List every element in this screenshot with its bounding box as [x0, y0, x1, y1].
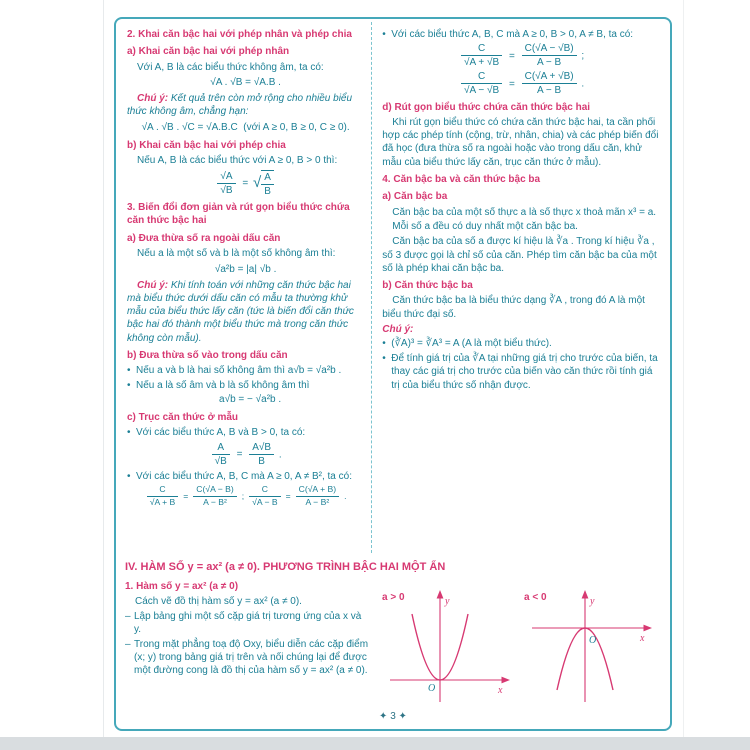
denominator: B	[258, 455, 265, 467]
section-2a-heading: a) Khai căn bậc hai với phép nhân	[127, 46, 290, 58]
fraction	[217, 171, 235, 196]
x-axis-arrow-icon	[502, 676, 511, 683]
dash-item-plot-points	[125, 638, 371, 678]
numerator: C(√A − √B)	[522, 43, 577, 56]
section-4-heading: 4. Căn bậc ba và căn thức bậc ba	[382, 174, 541, 186]
left-column	[121, 22, 371, 553]
paragraph-sqrt-quotient-intro: Nếu A, B là các biểu thức với A ≥ 0, B > 0 thì:	[137, 154, 338, 166]
fraction	[296, 485, 339, 507]
section-iv-title: IV. HÀM SỐ y = ax² (a ≠ 0). PHƯƠNG TRÌNH BẬC HAI MỘT ẨN	[125, 561, 446, 574]
numerator: C(√A + √B)	[522, 71, 577, 84]
paragraph-sqrt-product-intro: Với A, B là các biểu thức không âm, ta có:	[137, 61, 324, 73]
radical-sign: √	[252, 174, 262, 192]
fraction	[461, 43, 502, 68]
page-number-marker: ✦ 3 ✦	[379, 710, 407, 722]
graph-condition-label: a < 0	[524, 591, 547, 603]
bullet-text: (∛A)³ = ∛A³ = A (A là một biểu thức).	[391, 338, 552, 350]
fraction	[249, 485, 281, 507]
section-iv-text	[125, 578, 377, 710]
bullet-icon: •	[382, 353, 386, 365]
denominator: A − B²	[305, 497, 330, 508]
bullet-icon: •	[127, 380, 131, 392]
x-axis-label: x	[640, 632, 645, 644]
scan-edge-left	[103, 0, 104, 737]
scan-edge-bottom	[0, 737, 750, 750]
denominator: A − B²	[203, 497, 227, 508]
fraction	[461, 71, 502, 96]
numerator: C	[249, 485, 281, 497]
denominator: √A + √B	[464, 57, 500, 69]
parabola-graphs	[377, 578, 661, 710]
bullet-item-rationalize-2	[127, 470, 364, 483]
period: .	[278, 449, 282, 461]
origin-label: O	[428, 682, 436, 694]
numerator: C	[147, 485, 179, 497]
dash-text: Lập bảng ghi một số cặp giá trị tương ứng của x và y.	[134, 610, 362, 636]
numerator: √A	[217, 171, 235, 184]
bullet-text-line: Nếu a là số âm và b là số không âm thì	[136, 380, 310, 392]
y-axis-arrow-icon	[582, 590, 589, 599]
equals-sign: =	[242, 178, 249, 189]
formula-factor-out: √a²b = |a| √b .	[214, 263, 277, 275]
section-2d-heading: d) Rút gọn biểu thức chứa căn thức bậc hai	[382, 101, 591, 113]
graph-condition-label: a > 0	[382, 591, 405, 603]
bullet-icon: •	[382, 28, 386, 40]
fraction-under-radical	[261, 170, 274, 197]
paragraph-cube-root-notation: Căn bậc ba của số a được kí hiệu là ∛a . Trong kí hiệu ∛a , số 3 được gọi là chỉ số của căn. Phép tìm căn bậc ba của một số là phép khai căn bậc ba.	[382, 236, 657, 274]
semicolon: ;	[241, 490, 245, 501]
note-label: Chú ý:	[382, 323, 414, 335]
numerator: C(√A + B)	[296, 485, 339, 497]
origin-label: O	[589, 634, 597, 646]
bullet-text: Với các biểu thức A, B và B > 0, ta có:	[136, 427, 306, 438]
numerator: A	[212, 442, 230, 455]
bullet-item-rationalize-3	[382, 28, 661, 41]
formula-rationalize-diff-roots	[382, 71, 661, 96]
denominator: B	[264, 185, 271, 197]
equals-sign: =	[183, 490, 189, 501]
formula-rationalize-simple	[127, 442, 364, 467]
bullet-icon: •	[127, 470, 131, 482]
dash-icon: –	[125, 610, 131, 622]
bullet-text: Nếu a và b là hai số không âm thì a√b = √a²b .	[136, 365, 342, 377]
numerator: C	[461, 71, 502, 84]
bullet-icon: •	[127, 365, 131, 377]
section-iv	[121, 553, 665, 710]
equals-sign: =	[508, 78, 515, 90]
dash-item-table-values	[125, 610, 371, 637]
equals-sign: =	[285, 490, 291, 501]
paragraph-cube-root-expression: Căn thức bậc ba là biểu thức dạng ∛A , trong đó A là một biểu thức đại số.	[382, 295, 645, 320]
numerator: A√B	[249, 442, 274, 455]
section-3b-heading: b) Đưa thừa số vào trong dấu căn	[127, 350, 288, 362]
formula-sqrt-product: √A . √B = √A.B .	[210, 77, 281, 89]
paragraph-factor-out-intro: Nếu a là một số và b là một số không âm thì:	[137, 247, 336, 259]
section-3-heading: 3. Biến đổi đơn giản và rút gọn biểu thức chứa căn thức bậc hai	[127, 202, 350, 227]
note-2	[127, 279, 364, 345]
denominator: A − B	[537, 85, 562, 97]
section-iv-1-heading: 1. Hàm số y = ax² (a ≠ 0)	[125, 580, 239, 592]
paragraph-graphing-intro: Cách vẽ đồ thị hàm số y = ax² (a ≠ 0).	[135, 596, 302, 607]
fraction	[147, 485, 179, 507]
formula-sqrt-triple-product	[127, 121, 364, 134]
section-4b-heading: b) Căn thức bậc ba	[382, 280, 473, 292]
bullet-text	[136, 379, 364, 407]
formula-condition: (với A ≥ 0, B ≥ 0, C ≥ 0).	[243, 122, 350, 134]
bullet-item-factor-in-1	[127, 364, 364, 377]
bullet-item-rationalize-1	[127, 426, 364, 439]
y-axis-label: y	[445, 595, 450, 607]
numerator: C(√A − B)	[193, 485, 236, 497]
bullet-formula: a√b = − √a²b .	[219, 394, 282, 406]
semicolon: ;	[581, 50, 585, 62]
parabola-graph-a-positive	[380, 588, 515, 710]
section-3c-heading: c) Trục căn thức ở mẫu	[127, 411, 239, 423]
section-3a-heading: a) Đưa thừa số ra ngoài dấu căn	[127, 232, 281, 244]
bullet-icon: •	[382, 338, 386, 350]
fraction	[522, 71, 577, 96]
section-2b-heading: b) Khai căn bậc hai với phép chia	[127, 139, 286, 151]
fraction	[249, 442, 274, 467]
equals-sign: =	[236, 449, 243, 461]
denominator: √B	[220, 184, 233, 196]
note-text: Khi tính toán với những căn thức bậc hai mà biểu thức dưới dấu căn có mẫu ta thường khử mẫu của biểu thức lấy căn (tức là biến đổi căn thức bậc hai đó thành một biểu thức mà trong căn thức không còn mẫu).	[127, 279, 354, 344]
x-axis-label: x	[498, 684, 503, 696]
right-column	[371, 22, 665, 553]
note-1	[127, 92, 364, 119]
paragraph-cube-root-unique: Mỗi số a đều có duy nhất một căn bậc ba.	[392, 221, 578, 233]
denominator: √A − √B	[464, 85, 500, 97]
note-text: Kết quả trên còn mở rộng cho nhiều biểu thức không âm, chẳng hạn:	[127, 93, 353, 118]
bullet-item-cube-evaluate	[382, 352, 661, 392]
note-3	[382, 323, 661, 336]
numerator: C	[461, 43, 502, 56]
dash-icon: –	[125, 638, 131, 650]
y-axis-label: y	[590, 595, 595, 607]
section-4a-heading: a) Căn bậc ba	[382, 191, 448, 203]
dash-text: Trong mặt phẳng toạ độ Oxy, biểu diễn các cặp điểm (x; y) trong bảng giá trị trên và nối chúng lại để được một đường cong là đồ thị của hàm số y = ax² (a ≠ 0).	[134, 638, 369, 677]
formula-sqrt-quotient	[127, 170, 364, 197]
formula-rationalize-conjugate-pair	[127, 485, 364, 507]
paragraph-cube-root-def: Căn bậc ba của một số thực a là số thực x thoả mãn x³ = a.	[392, 206, 657, 218]
y-axis-arrow-icon	[437, 590, 444, 599]
denominator: √B	[214, 455, 227, 467]
bullet-text: Để tính giá trị của ∛A tại những giá trị cho trước của biến, ta thay các giá trị cho trước của biến vào căn thức rồi tính giá trị của biểu thức số nhận được.	[391, 353, 658, 391]
paragraph-simplify-rules: Khi rút gọn biểu thức có chứa căn thức bậc hai, ta cần phối hợp các phép tính (cộng, trừ, nhân, chia) và các phép biến đổi đã học (đưa thừa số ra ngoài hoặc vào trong dấu căn, khử mẫu của biểu thức lấy căn, trục căn thức ở mẫu).	[382, 116, 659, 168]
two-column-area	[121, 22, 665, 553]
fraction	[193, 485, 236, 507]
note-label: Chú ý:	[137, 93, 169, 105]
page-content	[121, 22, 665, 726]
scan-edge-right	[683, 0, 684, 737]
bullet-icon: •	[127, 427, 131, 438]
equals-sign: =	[508, 50, 515, 62]
denominator: √A − B	[252, 497, 278, 508]
bullet-item-factor-in-2	[127, 379, 364, 407]
denominator: √A + B	[149, 497, 176, 508]
numerator: A	[261, 172, 274, 185]
bullet-item-cube-identity	[382, 337, 661, 350]
formula-text: √A . √B . √C = √A.B.C	[141, 122, 238, 134]
period: .	[581, 78, 585, 90]
note-label: Chú ý:	[137, 279, 169, 291]
parabola-graph-a-negative	[522, 588, 657, 710]
fraction	[212, 442, 230, 467]
section-iv-body	[125, 578, 661, 710]
period: .	[344, 490, 347, 501]
bullet-text: Với các biểu thức A, B, C mà A ≥ 0, A ≠ B², ta có:	[136, 470, 352, 482]
denominator: A − B	[537, 57, 562, 69]
section-2-heading: 2. Khai căn bậc hai với phép nhân và phép chia	[127, 29, 352, 40]
bullet-text: Với các biểu thức A, B, C mà A ≥ 0, B > 0, A ≠ B, ta có:	[391, 28, 634, 40]
x-axis-arrow-icon	[644, 624, 653, 631]
fraction	[522, 43, 577, 68]
formula-rationalize-sum-roots	[382, 43, 661, 68]
